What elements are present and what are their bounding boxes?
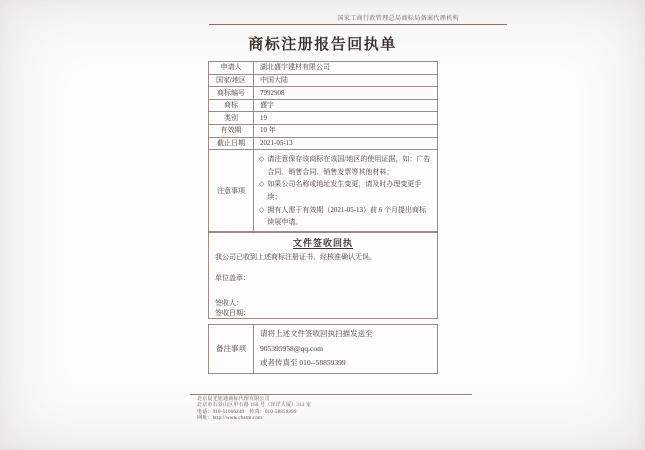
diamond-bullet-icon: ◇ bbox=[259, 205, 265, 214]
table-row-trademark-number bbox=[209, 87, 438, 100]
footer-website: 网址：http://www.chstm.com bbox=[197, 415, 263, 421]
note-item bbox=[259, 153, 433, 178]
footer-phone-fax: 电话：010-51666240 传真：010-58859399 bbox=[197, 409, 297, 415]
agency-footer bbox=[197, 397, 311, 422]
note-text: 拥有人需于有效期（2021-05-13）前 6 个月提出商标续展申请。 bbox=[267, 205, 427, 227]
table-row-validity bbox=[209, 124, 438, 137]
notes-cell bbox=[254, 150, 438, 233]
table-row-country bbox=[209, 74, 438, 87]
diamond-bullet-icon: ◇ bbox=[259, 180, 265, 189]
page-title: 商标注册报告回执单 bbox=[248, 37, 397, 53]
company-seal-label: 单位盖章： bbox=[215, 274, 250, 282]
remarks-label: 备注事项 bbox=[209, 325, 254, 374]
trademark-info-table bbox=[208, 61, 438, 233]
remarks-line-email: 请将上述文件签收回执扫描发送至 905395958@qq.com bbox=[260, 329, 373, 353]
table-row-deadline bbox=[209, 137, 438, 150]
footer-divider bbox=[190, 394, 472, 395]
remarks-cell bbox=[254, 325, 438, 374]
header-divider bbox=[209, 24, 507, 25]
notes-label: 注意事项 bbox=[209, 150, 254, 233]
diamond-bullet-icon: ◇ bbox=[259, 155, 265, 164]
note-item bbox=[259, 204, 433, 229]
row-label: 类别 bbox=[209, 112, 254, 125]
row-label: 申请人 bbox=[209, 62, 254, 75]
row-value: 湖北盛宇建材有限公司 bbox=[254, 62, 438, 75]
row-label: 商标编号 bbox=[209, 87, 254, 100]
row-label: 截止日期 bbox=[209, 137, 254, 150]
row-label: 国家/地区 bbox=[209, 74, 254, 87]
row-value: 中国大陆 bbox=[254, 74, 438, 87]
row-label: 有效期 bbox=[209, 124, 254, 137]
remarks-line-fax: 或者传真至 010--58859399 bbox=[260, 358, 346, 367]
row-value: 7992908 bbox=[254, 87, 438, 100]
receipt-confirmation-text: 我公司已收到上述商标注册证书，经核准确认无误。 bbox=[215, 253, 376, 261]
remarks-table bbox=[208, 324, 438, 374]
row-value: 2021-05-13 bbox=[254, 137, 438, 150]
row-label: 商标 bbox=[209, 99, 254, 112]
table-row-applicant bbox=[209, 62, 438, 75]
row-value: 10 年 bbox=[254, 124, 438, 137]
table-row-remarks bbox=[209, 325, 438, 374]
row-value: 盛宇 bbox=[254, 99, 438, 112]
agency-registration-note: 国家工商行政管理总局商标局备案代理机构 bbox=[337, 16, 459, 22]
note-text: 如果公司名称或地址发生变更，请及时办理变更手续； bbox=[267, 180, 422, 201]
footer-company-name: 北京晨光旭通商标代理有限公司 bbox=[197, 397, 270, 402]
signer-label: 签收人： bbox=[215, 299, 243, 307]
document-receipt-box bbox=[208, 231, 438, 319]
note-text: 请注意保存该商标在该国/地区的使用证据，如：广告合同、销售合同、销售发票等其他材料； bbox=[267, 155, 431, 176]
note-item bbox=[259, 178, 433, 203]
sign-date-label: 签收日期： bbox=[215, 309, 250, 317]
table-row-class bbox=[209, 112, 438, 125]
table-row-notes bbox=[209, 150, 438, 233]
receipt-box-title: 文件签收回执 bbox=[292, 238, 353, 248]
footer-address: 北京市石景山区甲石路 166 号（泽洋大厦）313 室 bbox=[197, 403, 312, 409]
row-value: 19 bbox=[254, 112, 438, 125]
table-row-trademark bbox=[209, 99, 438, 112]
